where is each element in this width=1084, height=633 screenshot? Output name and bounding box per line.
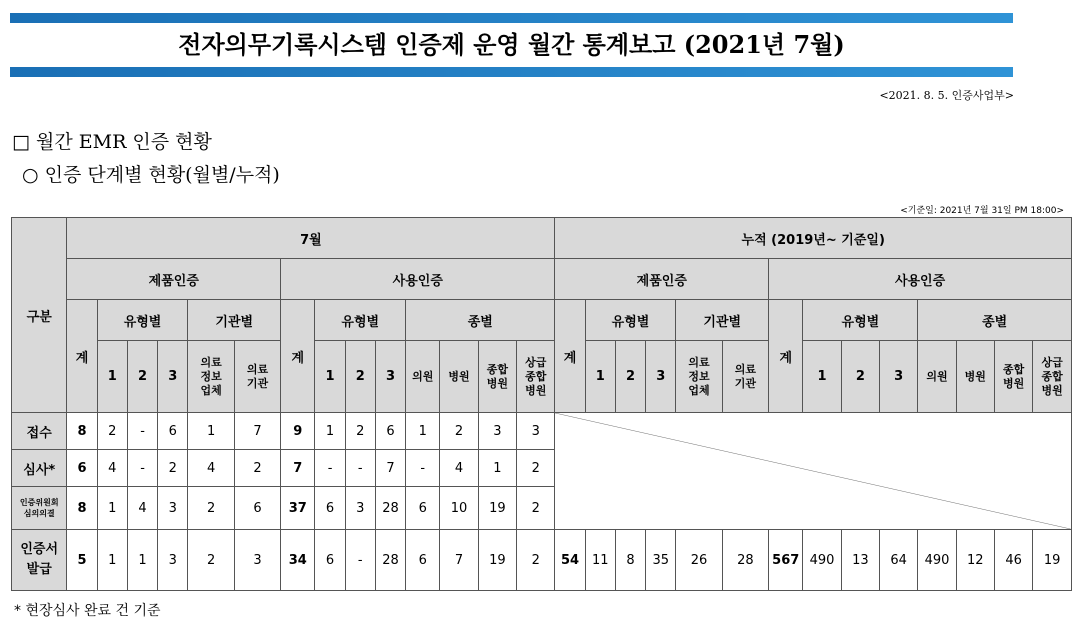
cell: 2 [97,413,127,450]
cell: 8 [615,530,645,591]
header-month: 7월 [67,218,555,259]
stats-table [11,217,1072,591]
cell: 4 [127,487,157,530]
cell: 64 [880,530,918,591]
page-title: 전자의무기록시스템 인증제 운영 월간 통계보고 (2021년 7월) [178,30,845,59]
header-product-cert-month: 제품인증 [67,259,281,300]
cell: 1 [188,413,234,450]
header-type-1: 1 [97,341,127,413]
header-type-1: 1 [803,341,841,413]
cell: 3 [234,530,280,591]
cell: 6 [406,530,440,591]
sub-heading: ○ 인증 단계별 현황(월별/누적) [22,164,280,186]
cell: 1 [406,413,440,450]
cell: 1 [478,450,516,487]
cell: 19 [1033,530,1072,591]
cell: 2 [188,487,234,530]
header-org-inst: 의료 기관 [234,341,280,413]
section-heading: □ 월간 EMR 인증 현황 [12,131,212,153]
header-cumulative: 누적 (2019년~ 기준일) [555,218,1072,259]
cell: 6 [158,413,188,450]
cell: 6 [315,487,345,530]
cell: 1 [97,487,127,530]
header-by-org: 기관별 [676,300,769,341]
cell: 35 [646,530,676,591]
cell: - [406,450,440,487]
row-label: 인증위원회 심의의결 [12,487,67,530]
diagonal-line [555,413,1071,529]
cell: 6 [67,450,97,487]
header-product-cert-cum: 제품인증 [555,259,769,300]
cell: 8 [67,487,97,530]
cell: 4 [97,450,127,487]
cell: 3 [478,413,516,450]
cell: 28 [375,530,405,591]
row-label: 심사* [12,450,67,487]
cell: 567 [769,530,803,591]
cell: 7 [234,413,280,450]
cell: 2 [158,450,188,487]
header-by-kind: 종별 [918,300,1072,341]
cell: 3 [517,413,555,450]
header-kind-tertiary: 상급 종합 병원 [1033,341,1072,413]
header-type-3: 3 [880,341,918,413]
title-bar-bottom [10,67,1013,77]
row-label: 인증서 발급 [12,530,67,591]
header-usage-cert-cum: 사용인증 [769,259,1072,300]
header-by-type: 유형별 [585,300,676,341]
cell: 11 [585,530,615,591]
header-type-3: 3 [375,341,405,413]
cell: 28 [375,487,405,530]
cell: 2 [440,413,478,450]
header-kind-clinic: 의원 [406,341,440,413]
cell: 490 [918,530,956,591]
cell: 34 [281,530,315,591]
cell: 8 [67,413,97,450]
cell: 10 [440,487,478,530]
cell: 19 [478,530,516,591]
cell: 26 [676,530,722,591]
header-type-2: 2 [345,341,375,413]
footnote: * 현장심사 완료 건 기준 [14,603,161,619]
cell: 46 [994,530,1032,591]
cell: 4 [440,450,478,487]
cell: 12 [956,530,994,591]
cell: 1 [315,413,345,450]
header-total: 계 [67,300,97,413]
cell: 37 [281,487,315,530]
header-org-inst: 의료 기관 [722,341,768,413]
header-type-2: 2 [127,341,157,413]
header-usage-cert-month: 사용인증 [281,259,555,300]
cell: - [127,413,157,450]
header-kind-clinic: 의원 [918,341,956,413]
cell: 54 [555,530,585,591]
header-total: 계 [281,300,315,413]
header-by-org: 기관별 [188,300,281,341]
cell: 7 [281,450,315,487]
cell: 5 [67,530,97,591]
cell: 2 [517,450,555,487]
header-type-2: 2 [841,341,879,413]
cell: 1 [127,530,157,591]
header-kind-tertiary: 상급 종합 병원 [517,341,555,413]
cell: 4 [188,450,234,487]
empty-diagonal-cell [555,413,1072,530]
header-by-type: 유형별 [803,300,918,341]
header-type-1: 1 [585,341,615,413]
header-kind-general: 종합 병원 [478,341,516,413]
header-type-3: 3 [158,341,188,413]
header-type-2: 2 [615,341,645,413]
cell: 13 [841,530,879,591]
cell: 3 [345,487,375,530]
table-row [12,530,1072,591]
cell: 19 [478,487,516,530]
header-type-3: 3 [646,341,676,413]
cell: - [315,450,345,487]
cell: 9 [281,413,315,450]
cell: 2 [188,530,234,591]
header-total: 계 [555,300,585,413]
cell: 490 [803,530,841,591]
cell: 3 [158,530,188,591]
cell: 6 [315,530,345,591]
table-row [12,413,1072,450]
cell: 2 [517,530,555,591]
header-kind-hospital: 병원 [440,341,478,413]
header-org-vendor: 의료 정보 업체 [188,341,234,413]
cell: - [345,450,375,487]
header-total: 계 [769,300,803,413]
cell: 28 [722,530,768,591]
cell: 2 [517,487,555,530]
header-category: 구분 [12,218,67,413]
cell: 7 [375,450,405,487]
cell: 6 [406,487,440,530]
header-type-1: 1 [315,341,345,413]
header-by-type: 유형별 [315,300,406,341]
header-by-kind: 종별 [406,300,555,341]
cell: - [345,530,375,591]
basis-date: <기준일: 2021년 7월 31일 PM 18:00> [900,206,1064,216]
cell: 7 [440,530,478,591]
header-by-type: 유형별 [97,300,188,341]
cell: - [127,450,157,487]
title-bar-top [10,13,1013,23]
cell: 3 [158,487,188,530]
cell: 1 [97,530,127,591]
cell: 6 [375,413,405,450]
row-label: 접수 [12,413,67,450]
cell: 2 [345,413,375,450]
header-kind-hospital: 병원 [956,341,994,413]
cell: 2 [234,450,280,487]
report-date: <2021. 8. 5. 인증사업부> [879,89,1014,102]
header-kind-general: 종합 병원 [994,341,1032,413]
header-org-vendor: 의료 정보 업체 [676,341,722,413]
cell: 6 [234,487,280,530]
